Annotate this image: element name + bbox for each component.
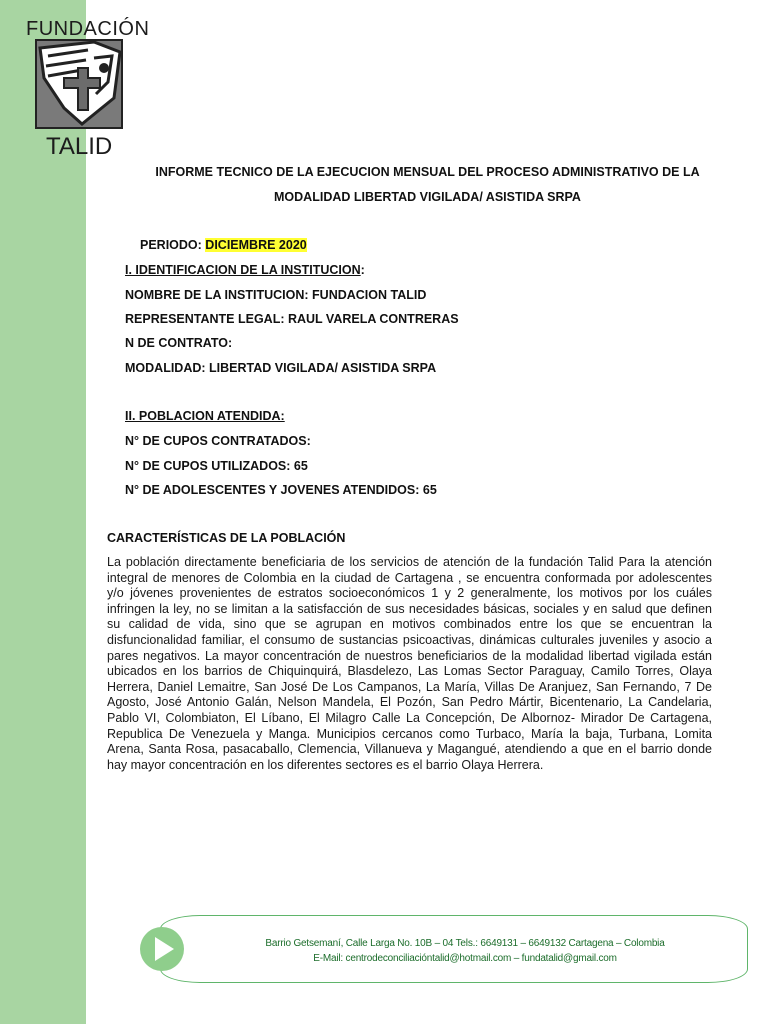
logo-bottom-word: TALID (46, 133, 113, 160)
section-2-heading: II. POBLACION ATENDIDA: (125, 409, 285, 423)
contracted-slots: N° DE CUPOS CONTRATADOS: (125, 434, 311, 448)
periodo-line (140, 238, 307, 252)
contract-number: N DE CONTRATO: (125, 336, 233, 350)
periodo-label: PERIODO: (140, 238, 206, 252)
footer-address: Barrio Getsemaní, Calle Larga No. 10B – 04 Tels.: 6649131 – 6649132 Cartagena – Colombia (265, 938, 665, 949)
population-heading: CARACTERÍSTICAS DE LA POBLACIÓN (107, 531, 346, 545)
footer-email: E-Mail: centrodeconciliacióntalid@hotmail.com – fundatalid@gmail.com (313, 953, 617, 964)
logo-top-word: FUNDACIÓN (26, 18, 150, 40)
section-1-colon: : (360, 263, 365, 277)
play-arrow-icon (138, 925, 186, 973)
title-line-1: INFORME TECNICO DE LA EJECUCION MENSUAL DEL PROCESO ADMINISTRATIVO DE LA (155, 165, 700, 179)
fundacion-talid-logo-icon (34, 38, 124, 130)
used-slots: N° DE CUPOS UTILIZADOS: 65 (125, 459, 308, 473)
section-1-heading: I. IDENTIFICACION DE LA INSTITUCION (125, 263, 361, 277)
institution-name: NOMBRE DE LA INSTITUCION: FUNDACION TALID (125, 288, 427, 302)
periodo-value: DICIEMBRE 2020 (205, 238, 307, 252)
title-line-2: MODALIDAD LIBERTAD VIGILADA/ ASISTIDA SRPA (274, 190, 581, 204)
youth-attended: N° DE ADOLESCENTES Y JOVENES ATENDIDOS: 65 (125, 483, 437, 497)
footer-box (160, 915, 748, 983)
modality: MODALIDAD: LIBERTAD VIGILADA/ ASISTIDA SRPA (125, 361, 437, 375)
section-1-heading-line (125, 263, 365, 277)
report-title (115, 160, 740, 210)
legal-representative: REPRESENTANTE LEGAL: RAUL VARELA CONTRERAS (125, 312, 459, 326)
population-paragraph: La población directamente beneficiaria de los servicios de atención de la fundación Talid Para la atención integral de menores de Colombia en la ciudad de Cartagena , se encuentra conformada por adolescentes y/o jóvenes provenientes de estratos socioeconómicos 1 y 2 generalmente, los motivos por los cuáles infringen la ley, no se limitan a la satisfacción de sus necesidades básicas, sociales y en salud que definen su calidad de vida, sino que se agrupan en motivos combinados entre los que se encuentran la disfuncionalidad familiar, el consumo de sustancias psicoactivas, dinámicas culturales juveniles y asocio a pares negativos. La mayor concentración de nuestros beneficiarios de la modalidad libertad vigilada están ubicados en los barrios de Chiquinquirá, Blasdelezo, Las Lomas Sector Paraguay, Camilo Torres, Olaya Herrera, Daniel Lemaitre, San José De Los Campanos, La María, Villas De Aranjuez, San Fernando, 7 De Agosto, José Antonio Galán, Nelson Mandela, El Pozón, San Pedro Mártir, Bicentenario, La Candelaria, Pablo VI, Colombiaton, El Líbano, El Milagro Calle La Concepción, De Albornoz- Mirador De Cartagena, Republica De Venezuela y Manga. Municipios cercanos como Turbaco, María la baja, Turbana, Lomita Arena, Santa Rosa, pasacaballo, Clemencia, Villanueva y Magangué, atendiendo a que en el barrio donde hay mayor concentración en los diferentes sectores es el barrio Olaya Herrera. (107, 555, 712, 772)
